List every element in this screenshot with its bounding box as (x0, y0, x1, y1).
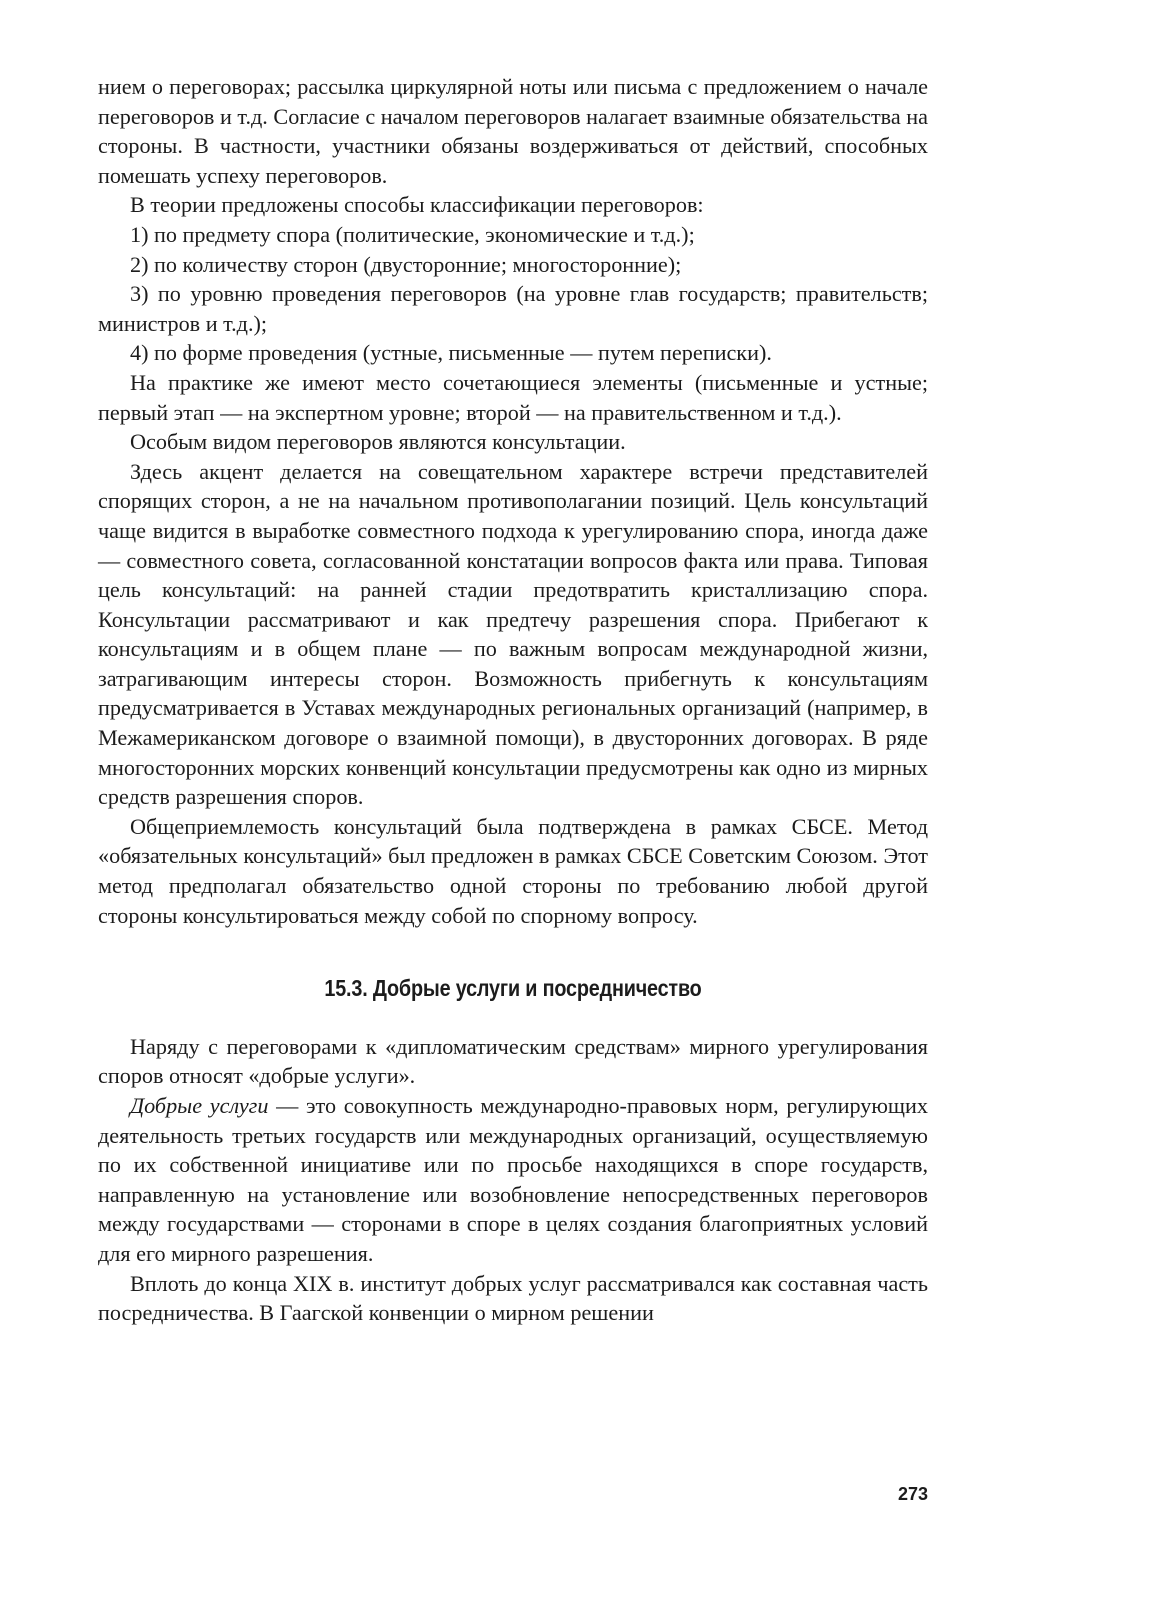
paragraph-diplomatic-means: Наряду с переговорами к «дипломатическим средствам» мирного урегулирования споров относят «добрые услуги». (98, 1033, 928, 1089)
paragraph-consultations-detail: Здесь акцент делается на совещательном характере встречи представителей спорящих сторон, а не на начальном противополагании позиций. Цель консультаций чаще видится в выработке совместного подхода к урегулированию спора, иногда даже — совместного совета, согласованной констатации вопросов факта или права. Типовая цель консультаций: на ранней стадии предотвратить кристаллизацию спора. Консультации рассматривают и как предтечу разрешения спора. Прибегают к консультациям и в общем плане — по важным вопросам международной жизни, затрагивающим интересы сторон. Возможность прибегнуть к консультациям предусматривается в Уставах международных региональных организаций (например, в Межамериканском договоре о взаимной помощи), в двусторонних договорах. В ряде многосторонних морских конвенций консультации предусмотрены как одно из мирных средств разрешения споров. (98, 458, 928, 810)
paragraph-classification-intro: В теории предложены способы классификации переговоров: (130, 192, 704, 218)
paragraph-continuation: нием о переговорах; рассылка циркулярной ноты или письма с предложением о начале переговоров и т.д. Согласие с началом переговоров налагает взаимные обязательства на стороны. В частности, участники обязаны воздерживаться от действий, способных помешать успеху переговоров. (98, 74, 928, 188)
paragraph-consultations: Особым видом переговоров являются консультации. (130, 429, 626, 455)
list-item-4: 4) по форме проведения (устные, письменные — путем переписки). (130, 340, 772, 366)
section-heading: 15.3. Добрые услуги и посредничество (324, 975, 702, 1002)
list-item-1: 1) по предмету спора (политические, экономические и т.д.); (130, 221, 695, 247)
list-item-3: 3) по уровню проведения переговоров (на уровне глав государств; правительств; министров и т.д.); (98, 281, 928, 336)
paragraph-history: Вплоть до конца XIX в. институт добрых услуг рассматривался как составная часть посредничества. В Гаагской конвенции о мирном решении (98, 1270, 928, 1326)
definition-text: — это совокупность международно-правовых норм, регулирующих деятельность третьих государств или международных организаций, осуществляемую по их собственной инициативе или по просьбе находящихся в споре государств, направленную на установление или возобновление непосредственных переговоров между государствами — сторонами в споре в целях создания благоприятных условий для его мирного разрешения. (98, 1093, 928, 1266)
paragraph-practice: На практике же имеют место сочетающиеся элементы (письменные и устные; первый этап — на экспертном уровне; второй — на правительственном и т.д.). (98, 369, 928, 425)
page-body (98, 72, 928, 1328)
list-item-2: 2) по количеству сторон (двусторонние; многосторонние); (130, 251, 682, 277)
paragraph-definition (98, 1091, 928, 1269)
paragraph-csce: Общеприемлемость консультаций была подтверждена в рамках СБСЕ. Метод «обязательных консультаций» был предложен в рамках СБСЕ Советским Союзом. Этот метод предполагал обязательство одной стороны по требованию любой другой стороны консультироваться между собой по спорному вопросу. (98, 813, 928, 928)
page-number: 273 (897, 1484, 928, 1504)
definition-term: Добрые услуги (130, 1093, 269, 1118)
